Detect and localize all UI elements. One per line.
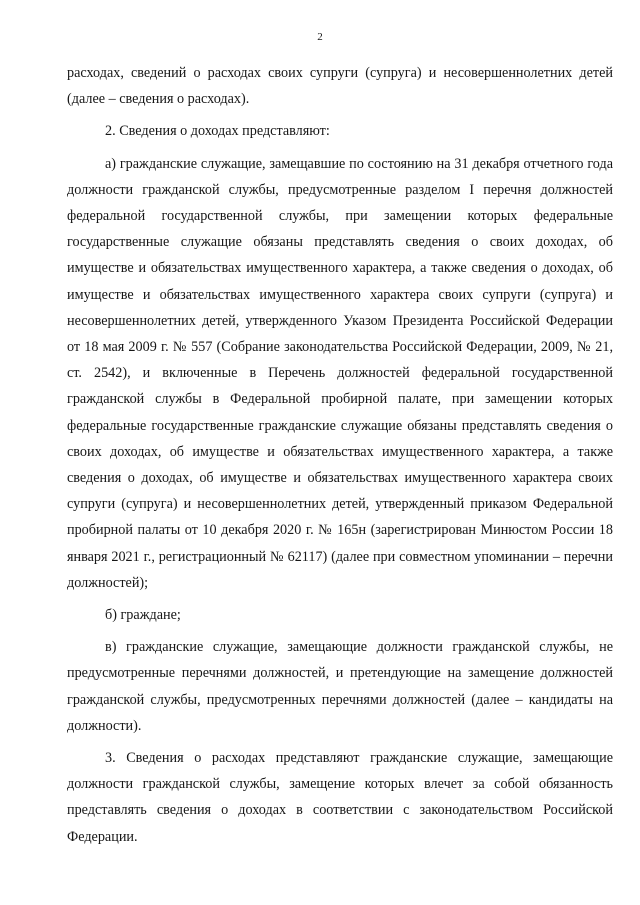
paragraph-2v-candidates: в) гражданские служащие, замещающие должности гражданской службы, не предусмотренные перечнями должностей, и претендующие на замещение должностей гражданской службы, предусмотренных перечнями должностей (далее – кандидаты на должности).: [67, 639, 613, 734]
paragraph-3-expenses: 3. Сведения о расходах представляют гражданские служащие, замещающие должности гражданской службы, замещение которых влечет за собой обязанность представлять сведения о доходах в соответствии с законодательством Российской Федерации.: [67, 750, 613, 845]
document-body: [67, 60, 613, 850]
paragraph-2b-citizens: б) граждане;: [105, 607, 181, 624]
paragraph-2a-civil-servants: а) гражданские служащие, замещавшие по состоянию на 31 декабря отчетного года должности гражданской службы, предусмотренные разделом I перечня должностей федеральной государственной службы, при замещении которых федеральные государственные служащие обязаны представлять сведения о своих доходах, об имуществе и обязательствах имущественного характера, а также сведения о доходах, об имуществе и обязательствах имущественного характера своих супруги (супруга) и несовершеннолетних детей, утвержденного Указом Президента Российской Федерации от 18 мая 2009 г. № 557 (Собрание законодательства Российской Федерации, 2009, № 21, ст. 2542), и включенные в Перечень должностей федеральной государственной гражданской службы в Федеральной пробирной палате, при замещении которых федеральные государственные гражданские служащие обязаны представлять сведения о своих доходах, об имуществе и обязательствах имущественного характера, а также сведения о доходах, об имуществе и обязательствах имущественного характера своих супруги (супруга) и несовершеннолетних детей, утвержденный приказом Федеральной пробирной палаты от 10 декабря 2020 г. № 165н (зарегистрирован Минюстом России 18 января 2021 г., регистрационный № 62117) (далее при совместном упоминании – перечни должностей);: [67, 155, 613, 591]
paragraph-2-heading: 2. Сведения о доходах представляют:: [105, 123, 330, 140]
paragraph-expenses-continuation: расходах, сведений о расходах своих супруги (супруга) и несовершеннолетних детей (далее – сведения о расходах).: [67, 65, 613, 108]
page-number: 2: [317, 31, 323, 43]
